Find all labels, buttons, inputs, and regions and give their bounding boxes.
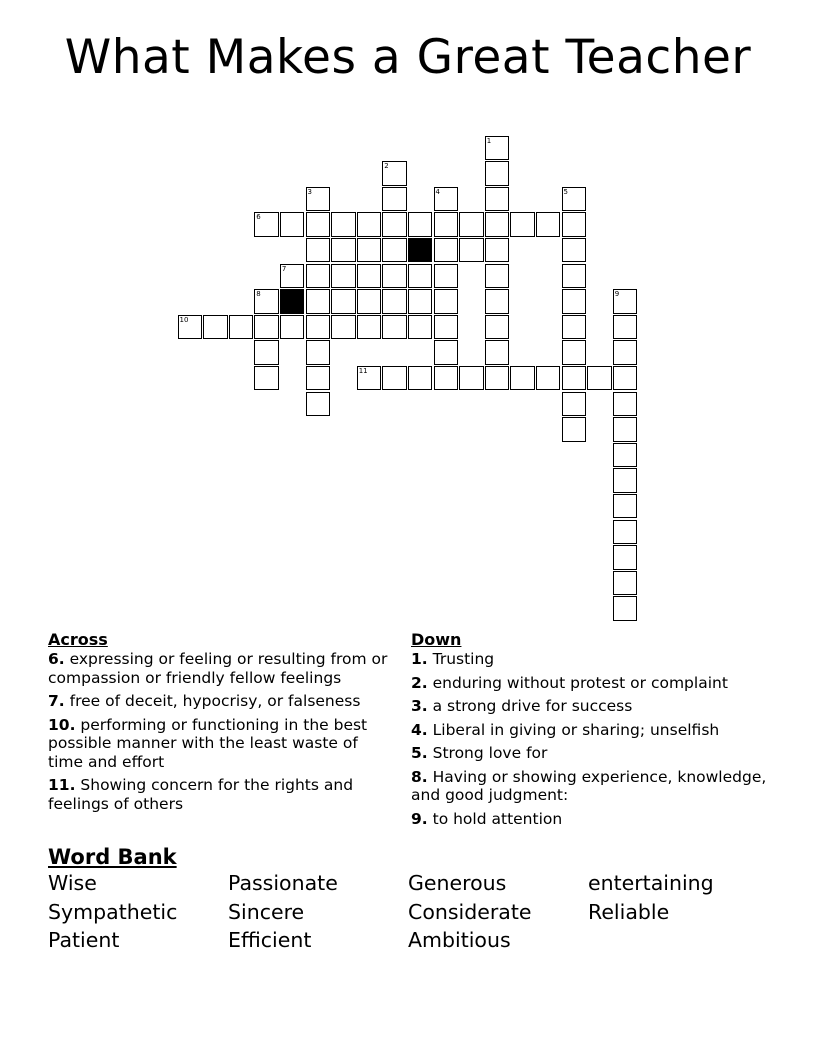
grid-cell[interactable] <box>357 289 382 314</box>
grid-cell[interactable] <box>306 212 331 237</box>
clue-across-7 <box>48 692 393 711</box>
black-square <box>408 238 433 263</box>
clue-across-10 <box>48 716 393 772</box>
grid-cell[interactable] <box>613 571 638 596</box>
grid-cell[interactable] <box>562 264 587 289</box>
grid-cell[interactable] <box>434 264 459 289</box>
clue-number: 3. <box>411 697 428 715</box>
grid-cell[interactable] <box>408 264 433 289</box>
grid-cell[interactable] <box>382 161 407 186</box>
grid-cell[interactable] <box>434 289 459 314</box>
grid-cell[interactable] <box>306 187 331 212</box>
grid-cell[interactable] <box>459 212 484 237</box>
grid-cell[interactable] <box>254 366 279 391</box>
grid-cell[interactable] <box>382 187 407 212</box>
grid-cell[interactable] <box>485 289 510 314</box>
word-bank-heading: Word Bank <box>48 845 177 869</box>
grid-cell[interactable] <box>331 289 356 314</box>
clue-number-label: 6 <box>256 213 261 222</box>
grid-cell[interactable] <box>485 340 510 365</box>
grid-cell[interactable] <box>613 417 638 442</box>
clue-text: expressing or feeling or resulting from or compassion or friendly fellow feelings <box>48 650 388 687</box>
grid-cell[interactable] <box>382 212 407 237</box>
grid-cell[interactable] <box>459 366 484 391</box>
clue-number-label: 4 <box>435 187 440 196</box>
clue-across-11 <box>48 776 393 813</box>
grid-cell[interactable] <box>254 212 279 237</box>
grid-cell[interactable] <box>306 340 331 365</box>
grid-cell[interactable] <box>254 289 279 314</box>
grid-cell[interactable] <box>536 366 561 391</box>
grid-cell[interactable] <box>613 545 638 570</box>
grid-cell[interactable] <box>485 366 510 391</box>
across-heading: Across <box>48 630 108 649</box>
grid-cell[interactable] <box>254 315 279 340</box>
grid-cell[interactable] <box>562 340 587 365</box>
clue-number: 7. <box>48 692 65 710</box>
grid-cell[interactable] <box>613 596 638 621</box>
clue-text: enduring without protest or complaint <box>432 673 728 692</box>
clue-text: Liberal in giving or sharing; unselfish <box>432 720 720 739</box>
clue-number: 9. <box>411 809 428 828</box>
grid-cell[interactable] <box>331 212 356 237</box>
word-bank-item: Sincere <box>228 899 305 924</box>
grid-cell[interactable] <box>229 315 254 340</box>
grid-cell[interactable] <box>306 238 331 263</box>
grid-cell[interactable] <box>613 468 638 493</box>
grid-cell[interactable] <box>562 392 587 417</box>
word-bank-item: entertaining <box>588 871 714 895</box>
grid-cell[interactable] <box>613 520 638 545</box>
grid-cell[interactable] <box>562 289 587 314</box>
word-bank-item: Considerate <box>408 899 532 924</box>
grid-cell[interactable] <box>408 315 433 340</box>
grid-cell[interactable] <box>587 366 612 391</box>
clue-number: 4. <box>411 720 428 739</box>
grid-cell[interactable] <box>280 264 305 289</box>
word-bank-item: Passionate <box>228 871 338 895</box>
grid-cell[interactable] <box>562 366 587 391</box>
grid-cell[interactable] <box>382 366 407 391</box>
grid-cell[interactable] <box>382 315 407 340</box>
grid-cell[interactable] <box>357 212 382 237</box>
grid-cell[interactable] <box>357 264 382 289</box>
grid-cell[interactable] <box>485 212 510 237</box>
grid-cell[interactable] <box>562 212 587 237</box>
grid-cell[interactable] <box>382 238 407 263</box>
clue-number: 1. <box>411 650 428 668</box>
grid-cell[interactable] <box>408 366 433 391</box>
word-bank-list <box>48 871 788 953</box>
grid-cell[interactable] <box>331 315 356 340</box>
grid-cell[interactable] <box>331 264 356 289</box>
grid-cell[interactable] <box>408 289 433 314</box>
grid-cell[interactable] <box>613 494 638 519</box>
clue-across-6 <box>48 650 393 687</box>
grid-cell[interactable] <box>485 187 510 212</box>
clue-number: 5. <box>411 744 428 762</box>
grid-cell[interactable] <box>306 366 331 391</box>
clue-text: Strong love for <box>432 744 548 762</box>
clue-down-5 <box>411 744 771 763</box>
clue-text: a strong drive for success <box>432 697 633 715</box>
grid-cell[interactable] <box>459 238 484 263</box>
clue-number-label: 8 <box>256 290 261 299</box>
clue-number: 8. <box>411 767 428 786</box>
grid-cell[interactable] <box>613 366 638 391</box>
word-bank-item: Reliable <box>588 899 670 924</box>
grid-cell[interactable] <box>357 315 382 340</box>
grid-cell[interactable] <box>408 212 433 237</box>
grid-cell[interactable] <box>613 289 638 314</box>
grid-cell[interactable] <box>485 315 510 340</box>
grid-cell[interactable] <box>280 212 305 237</box>
grid-cell[interactable] <box>485 238 510 263</box>
grid-cell[interactable] <box>536 212 561 237</box>
clue-number: 2. <box>411 673 428 692</box>
clue-text: Having or showing experience, knowledge, and good judgment: <box>411 767 767 804</box>
grid-cell[interactable] <box>613 340 638 365</box>
clue-text: free of deceit, hypocrisy, or falseness <box>69 692 361 710</box>
grid-cell[interactable] <box>562 417 587 442</box>
clue-down-2 <box>411 674 771 693</box>
grid-cell[interactable] <box>306 392 331 417</box>
grid-cell[interactable] <box>434 366 459 391</box>
grid-cell[interactable] <box>434 315 459 340</box>
grid-cell[interactable] <box>306 315 331 340</box>
clue-down-1 <box>411 650 771 669</box>
grid-cell[interactable] <box>434 340 459 365</box>
grid-cell[interactable] <box>254 340 279 365</box>
grid-cell[interactable] <box>357 238 382 263</box>
down-heading: Down <box>411 630 462 649</box>
word-bank-item: Efficient <box>228 928 312 952</box>
grid-cell[interactable] <box>613 443 638 468</box>
clue-down-3 <box>411 697 771 716</box>
clue-number: 6. <box>48 650 65 668</box>
word-bank-item: Patient <box>48 928 120 952</box>
grid-cell[interactable] <box>510 366 535 391</box>
clue-number-label: 5 <box>563 187 568 196</box>
grid-cell[interactable] <box>306 289 331 314</box>
clue-down-9 <box>411 810 771 829</box>
clue-number-label: 11 <box>358 366 368 375</box>
grid-cell[interactable] <box>434 212 459 237</box>
grid-cell[interactable] <box>510 212 535 237</box>
grid-cell[interactable] <box>613 315 638 340</box>
black-square <box>280 289 305 314</box>
word-bank-item: Wise <box>48 871 97 895</box>
clue-number-label: 3 <box>307 187 312 196</box>
grid-cell[interactable] <box>382 289 407 314</box>
word-bank-item: Generous <box>408 871 507 895</box>
grid-cell[interactable] <box>382 264 407 289</box>
grid-cell[interactable] <box>434 238 459 263</box>
clue-down-4 <box>411 721 771 740</box>
grid-cell[interactable] <box>280 315 305 340</box>
clue-down-8 <box>411 768 771 805</box>
word-bank-item: Sympathetic <box>48 899 178 924</box>
clue-number-label: 10 <box>179 315 189 324</box>
page-title: What Makes a Great Teacher <box>64 30 752 85</box>
clue-number-label: 2 <box>384 162 389 171</box>
clue-text: performing or functioning in the best possible manner with the least waste of time and effort <box>48 715 368 771</box>
grid-cell[interactable] <box>178 315 203 340</box>
word-bank-item: Ambitious <box>408 928 511 952</box>
clue-text: to hold attention <box>432 809 563 828</box>
grid-cell[interactable] <box>434 187 459 212</box>
grid-cell[interactable] <box>562 187 587 212</box>
down-clues <box>411 630 771 833</box>
clue-text: Trusting <box>432 650 495 668</box>
grid-cell[interactable] <box>357 366 382 391</box>
clue-text: Showing concern for the rights and feelings of others <box>48 776 354 813</box>
grid-cell[interactable] <box>485 136 510 161</box>
clue-number-label: 1 <box>486 136 492 145</box>
clue-number-label: 9 <box>614 290 620 299</box>
across-clues <box>48 630 393 818</box>
grid-cell[interactable] <box>203 315 228 340</box>
word-bank <box>48 845 788 953</box>
clue-number-label: 7 <box>281 264 287 273</box>
grid-cell[interactable] <box>485 264 510 289</box>
grid-cell[interactable] <box>562 238 587 263</box>
clue-number: 11. <box>48 776 76 794</box>
grid-cell[interactable] <box>331 238 356 263</box>
grid-cell[interactable] <box>613 392 638 417</box>
grid-cell[interactable] <box>485 161 510 186</box>
grid-cell[interactable] <box>306 264 331 289</box>
grid-cell[interactable] <box>562 315 587 340</box>
clue-number: 10. <box>48 715 76 734</box>
